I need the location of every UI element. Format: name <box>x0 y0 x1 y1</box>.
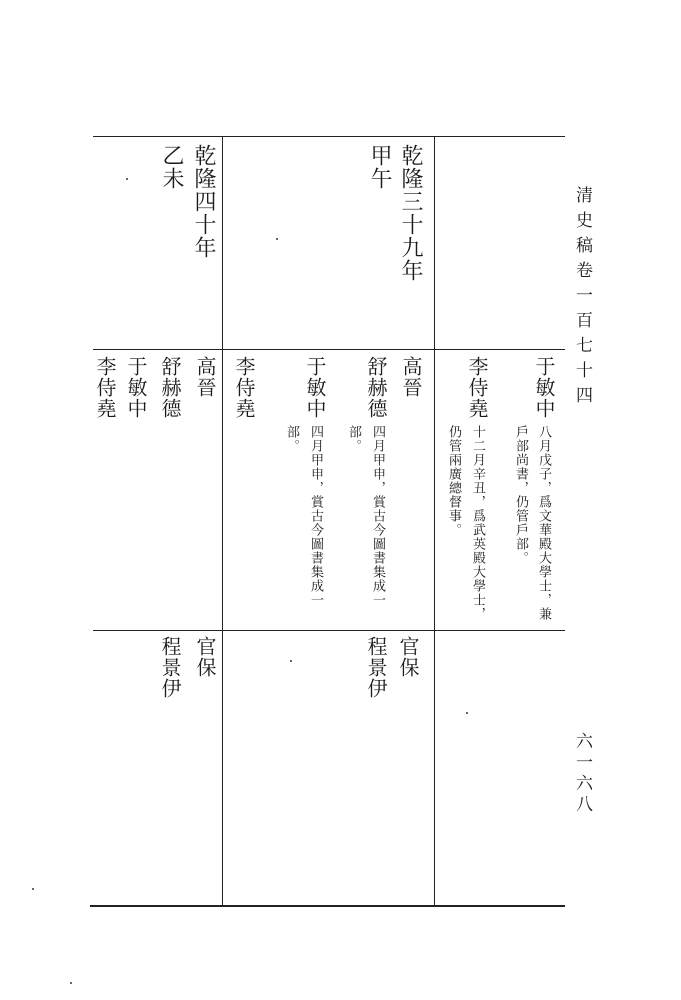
column-rule-middle <box>222 136 223 906</box>
official-name: 于敏中 <box>124 356 148 419</box>
office-title: 官保 <box>396 636 420 678</box>
official-note: 仍管兩廣總督事。 <box>446 425 461 537</box>
row-rule-2 <box>93 630 565 631</box>
official-name: 李侍堯 <box>93 356 117 419</box>
official-name: 于敏中 <box>532 356 556 419</box>
official-note: 十二月辛丑，爲武英殿大學士， <box>470 425 485 621</box>
scan-speck <box>276 238 278 240</box>
scan-speck <box>126 178 128 180</box>
official-name: 程景伊 <box>158 636 182 699</box>
official-note: 部。 <box>346 425 361 453</box>
table-top-rule <box>93 136 565 137</box>
official-name: 于敏中 <box>303 356 327 419</box>
official-note: 四月甲申，賞古今圖書集成一 <box>308 425 323 607</box>
row-rule-1 <box>93 349 565 350</box>
official-note: 部。 <box>284 425 299 453</box>
year-reign-1: 乾隆三十九年 <box>398 144 423 282</box>
office-title: 官保 <box>193 636 217 678</box>
page-number: 六一六八 <box>572 732 592 816</box>
official-name: 舒赫德 <box>158 356 182 419</box>
official-name: 程景伊 <box>364 636 388 699</box>
scan-speck <box>466 712 468 714</box>
official-name: 高晉 <box>399 356 423 398</box>
column-rule-right <box>434 136 435 906</box>
official-note: 八月戊子，爲文華殿大學士，兼 <box>536 425 551 621</box>
scan-speck <box>70 982 72 984</box>
official-name: 李侍堯 <box>232 356 256 419</box>
scan-speck <box>290 660 292 662</box>
year-reign-2: 乾隆四十年 <box>191 144 216 259</box>
official-note: 戶部尚書，仍管戶部。 <box>513 425 528 565</box>
year-cyclical-1: 甲午 <box>367 144 392 190</box>
official-name: 高晉 <box>193 356 217 398</box>
official-note: 四月甲申，賞古今圖書集成一 <box>370 425 385 607</box>
year-cyclical-2: 乙未 <box>159 144 184 190</box>
official-name: 舒赫德 <box>364 356 388 419</box>
official-name: 李侍堯 <box>465 356 489 419</box>
scan-speck <box>32 888 34 890</box>
book-title: 清史稿卷一百七十四 <box>572 186 592 411</box>
table-bottom-rule <box>90 905 565 907</box>
